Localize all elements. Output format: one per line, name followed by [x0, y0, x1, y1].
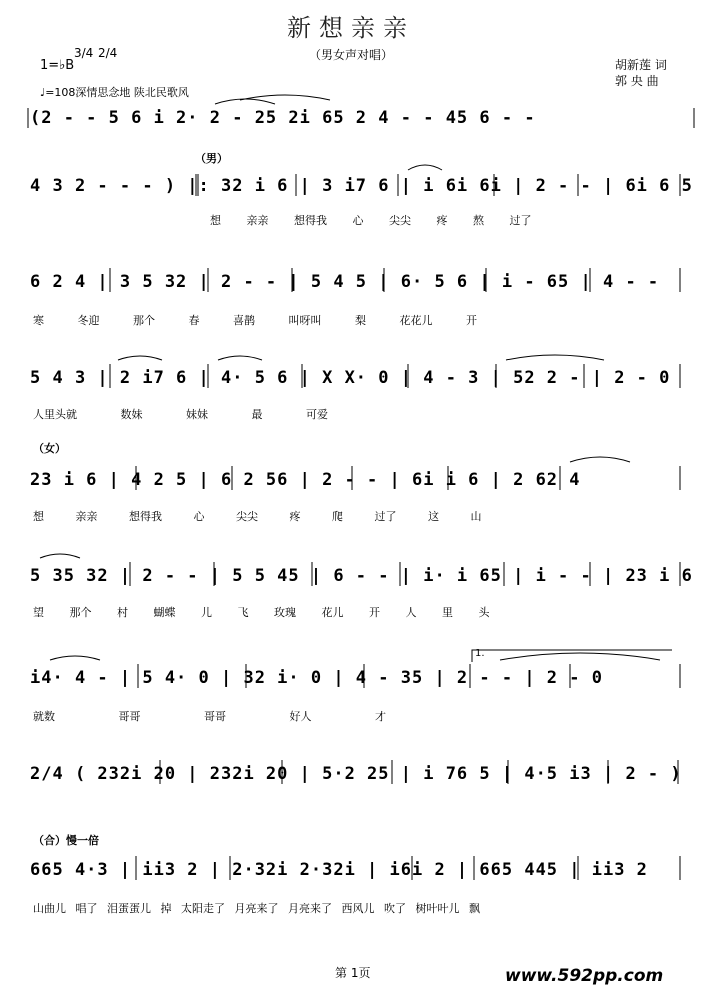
key-signature: 1=♭B	[40, 58, 75, 73]
male-voice-label: （男）	[195, 152, 228, 165]
page-title: 新想亲亲	[287, 14, 415, 42]
time-signature-a: 3/4	[74, 46, 94, 60]
quarter-note-icon: ♩	[40, 86, 46, 99]
slur	[218, 356, 262, 360]
slur	[500, 653, 660, 660]
slur	[240, 95, 330, 100]
system-4-lyrics: 人里头就 数妹 妹妹 最 可爱	[33, 408, 328, 421]
system-7-lyrics: 就数 哥哥 哥哥 好人 才	[33, 710, 386, 723]
system-3-notes: 6 2 4 | 3 5 32 | 2 - - | 5 4 5 | 6· 5 6 | i - 65 | 4 - -	[30, 272, 660, 292]
page-number: 第 1页	[335, 966, 371, 980]
system-6-notes: 5 35 32 | 2 - - | 5 5 45 | 6 - - | i· i 65 | i - - | 23 i 6	[30, 566, 693, 586]
tempo-marking: ♩=108深情思念地 陕北民歌风	[40, 86, 189, 99]
volta-one-label: 1.	[475, 648, 485, 659]
system-5-lyrics: 想 亲亲 想得我 心 尖尖 疼 爬 过了 这 山	[33, 510, 482, 523]
slur	[50, 656, 100, 660]
subtitle: （男女声对唱）	[308, 48, 393, 62]
female-voice-label: （女）	[33, 442, 66, 455]
system-5-notes: 23 i 6 | 4 2 5 | 6 2 56 | 2 - - | 6i i 6 | 2 62 4	[30, 470, 581, 490]
system-2-notes: 4 3 2 - - - ) |: 32 i 6 | 3 i7 6 | i 6i 6i | 2 - - | 6i 6 5	[30, 176, 693, 196]
site-watermark: www.592pp.com	[505, 966, 664, 986]
slur	[408, 165, 442, 170]
slur	[570, 457, 630, 462]
system-7-notes: i4· 4 - | 5 4· 0 | 32 i· 0 | 4 - 35 | 2 - - | 2 - 0	[30, 668, 603, 688]
slur	[118, 356, 162, 360]
system-4-notes: 5 4 3 | 2 i7 6 | 4· 5 6 | X X· 0 | 4 - 3 | 52 2 - | 2 - 0	[30, 368, 671, 388]
system-6-lyrics: 望 那个 村 蝴蝶 儿 飞 玫瑰 花儿 开 人 里 头	[33, 606, 490, 619]
volta-bracket	[472, 650, 672, 662]
chorus-label: （合）慢一倍	[33, 834, 99, 847]
composer-credit: 郭 央 曲	[615, 74, 659, 88]
system-8-notes: 2/4 ( 232i 20 | 232i 20 | 5·2 25 | i 76 5 | 4·5 i3 | 2 - )	[30, 764, 682, 784]
slur	[506, 355, 604, 360]
system-3-lyrics: 寒 冬迎 那个 春 喜鹊 叫呀叫 梨 花花儿 开	[33, 314, 477, 327]
system-9-notes: 665 4·3 | ii3 2 | 2·32i 2·32i | i6i 2 | 665 445 | ii3 2	[30, 860, 648, 880]
system-9-lyrics: 山曲儿 唱了 泪蛋蛋儿 掉 太阳走了 月亮来了 月亮来了 西风儿 吹了 树叶叶儿 飘	[33, 902, 480, 915]
slur	[215, 99, 275, 104]
time-signature-b: 2/4	[98, 46, 118, 60]
system-2-lyrics: 想 亲亲 想得我 心 尖尖 疼 熬 过了	[210, 214, 532, 227]
lyricist-credit: 胡新莲 词	[615, 58, 667, 72]
slur	[40, 554, 80, 558]
system-1-notes: (2 - - 5 6 i 2· 2 - 25 2i 65 2 4 - - 45 6 - -	[30, 108, 536, 128]
